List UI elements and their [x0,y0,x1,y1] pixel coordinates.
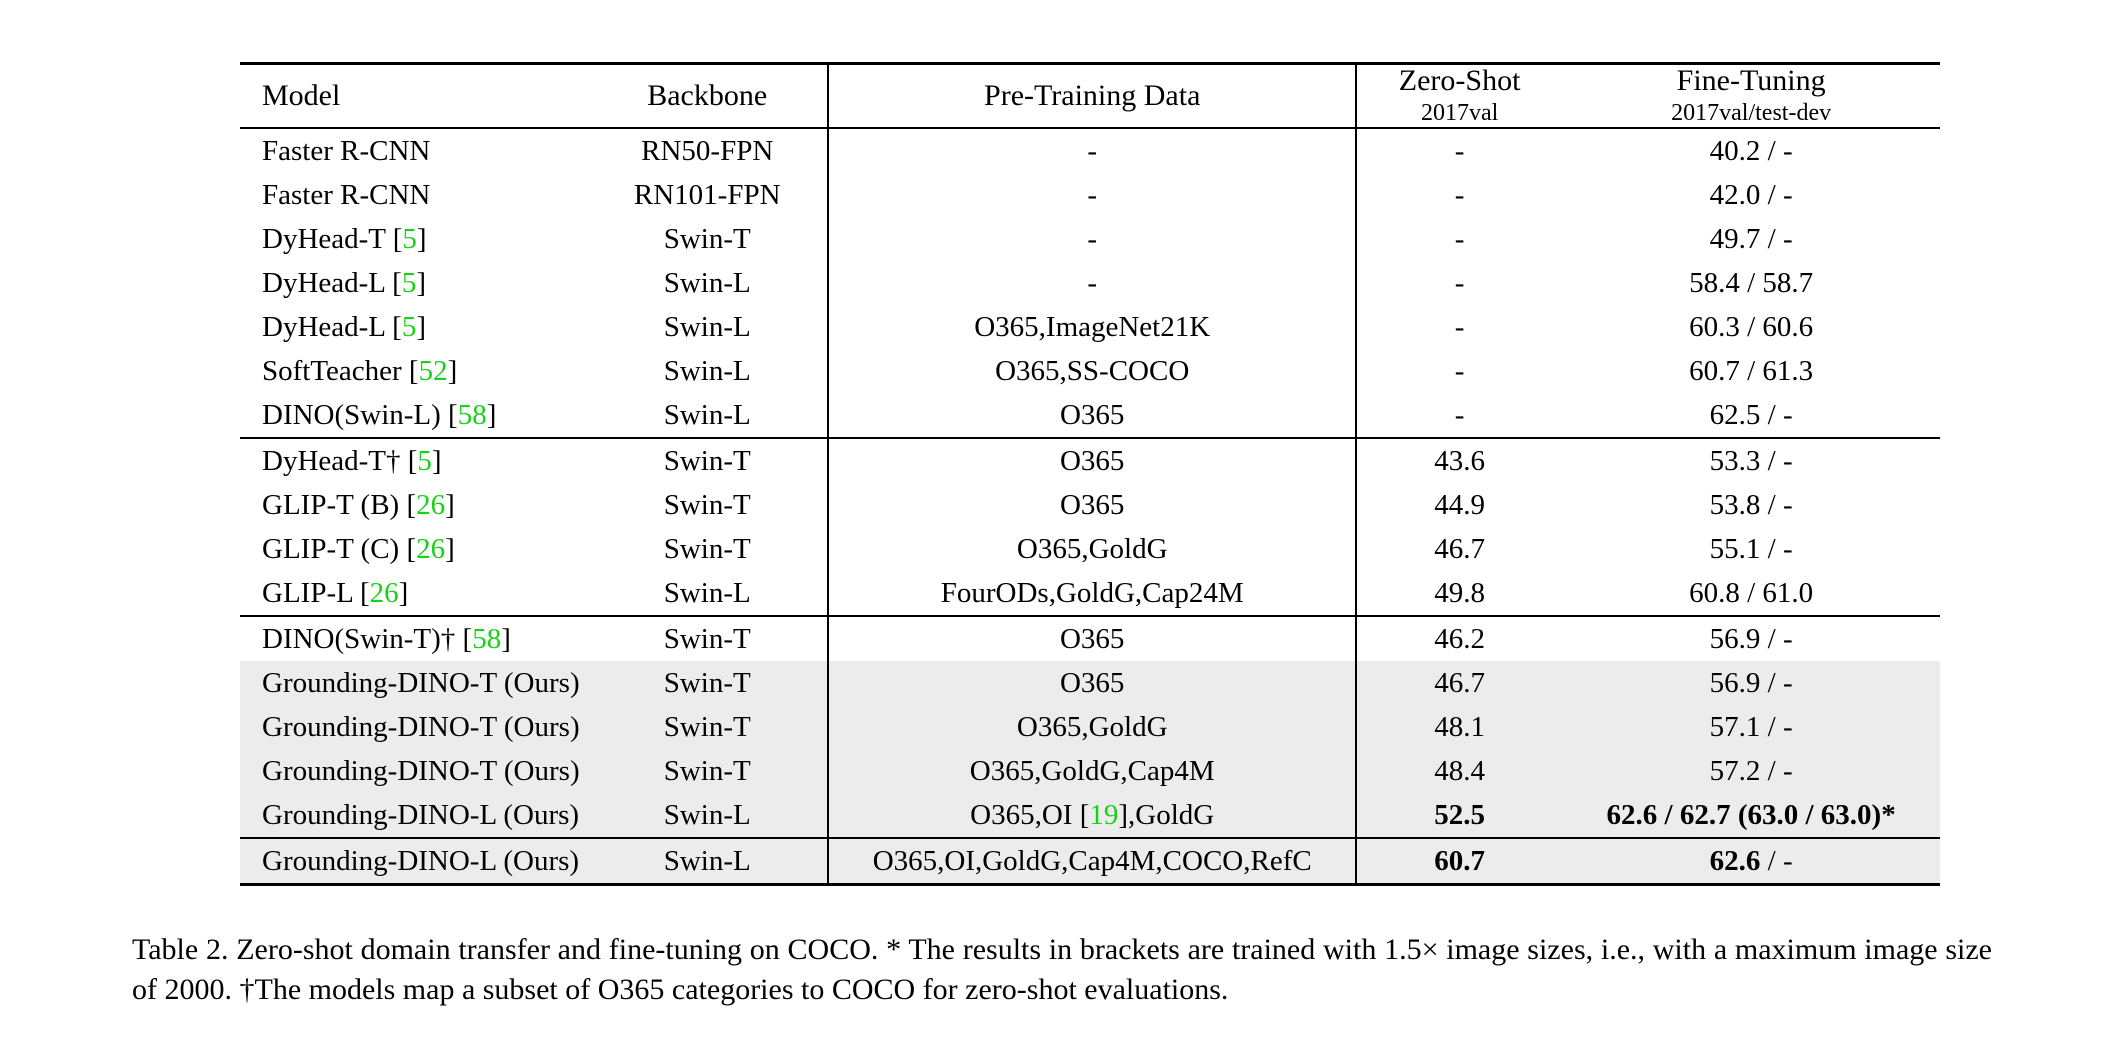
header-model: Model [240,64,587,129]
table-row [240,173,1940,217]
cell-zero-shot: - [1454,310,1465,343]
cell-fine-tuning: 57.1 / - [1562,705,1940,749]
cell-backbone: Swin-L [587,793,829,838]
cell-pretraining-data: O365 [828,483,1355,527]
citation-ref[interactable]: 5 [401,266,417,299]
citation-ref[interactable]: 26 [369,576,399,609]
cell-model: DINO(Swin-L) [58] [262,398,497,431]
citation-ref[interactable]: 58 [472,622,502,655]
cell-pretraining-data: - [828,173,1355,217]
citation-ref[interactable]: 5 [417,444,432,477]
cell-fine-tuning: 40.2 / - [1562,128,1940,173]
cell-backbone: Swin-T [587,749,829,793]
table-row [240,616,1940,661]
cell-fine-tuning: 56.9 / - [1562,616,1940,661]
cell-model: GLIP-T (B) [26] [262,488,455,521]
cell-backbone: Swin-T [663,488,751,521]
cell-backbone: Swin-L [587,838,829,885]
cell-model: GLIP-L [26] [262,576,409,609]
cell-zero-shot: 46.2 [1356,616,1562,661]
cell-zero-shot: 46.7 [1356,661,1562,705]
cell-fine-tuning: 53.8 / - [1709,488,1793,521]
cell-zero-shot: 48.1 [1356,705,1562,749]
cell-model: Grounding-DINO-L (Ours) [240,838,587,885]
cell-backbone: Swin-T [587,661,829,705]
table-row [240,217,1940,261]
cell-pretraining-data: - [828,261,1355,305]
cell-zero-shot: 60.7 [1356,838,1562,885]
header-fine-tuning: Fine-Tuning 2017val/test-dev [1562,64,1940,129]
table-row [240,661,1940,705]
cell-model: Grounding-DINO-T (Ours) [240,749,587,793]
cell-fine-tuning: 60.8 / 61.0 [1689,576,1814,609]
cell-fine-tuning: 55.1 / - [1709,532,1793,565]
cell-backbone: RN101-FPN [633,178,781,211]
cell-model: Grounding-DINO-L (Ours) [240,793,587,838]
cell-zero-shot: - [1454,354,1465,387]
cell-pretraining-data: O365,OI [19],GoldG [828,793,1355,838]
cell-fine-tuning: 57.2 / - [1562,749,1940,793]
table-row [240,571,1940,616]
cell-zero-shot: 49.8 [1434,576,1485,609]
cell-backbone: Swin-T [587,616,829,661]
citation-ref[interactable]: 52 [418,354,448,387]
cell-backbone: Swin-L [663,354,751,387]
cell-fine-tuning: 53.3 / - [1562,438,1940,483]
citation-ref[interactable]: 5 [402,222,417,255]
cell-backbone: Swin-L [663,266,751,299]
citation-ref[interactable]: 26 [416,488,446,521]
cell-pretraining-data: - [828,217,1355,261]
cell-pretraining-data: O365,GoldG,Cap4M [828,749,1355,793]
cell-zero-shot: - [1454,398,1465,431]
cell-model: Faster R-CNN [262,178,431,211]
cell-model: Grounding-DINO-T (Ours) [240,705,587,749]
cell-pretraining-data: O365,GoldG [828,705,1355,749]
table-row [240,838,1940,885]
cell-fine-tuning: 56.9 / - [1562,661,1940,705]
cell-pretraining-data: - [828,128,1355,173]
cell-zero-shot: - [1454,222,1465,255]
cell-zero-shot: - [1454,266,1465,299]
header-backbone: Backbone [587,64,829,129]
table-row [240,749,1940,793]
cell-model: DyHead-T† [5] [240,438,587,483]
cell-zero-shot: 52.5 [1356,793,1562,838]
cell-model: DyHead-L [5] [262,310,427,343]
cell-model: DINO(Swin-T)† [58] [240,616,587,661]
cell-zero-shot: - [1454,178,1465,211]
cell-zero-shot: 46.7 [1434,532,1485,565]
results-table [240,62,1940,886]
cell-model: Faster R-CNN [240,128,587,173]
table-row [240,793,1940,838]
header-pretraining-data: Pre-Training Data [828,64,1355,129]
citation-ref[interactable]: 19 [1089,798,1119,831]
table-row [240,483,1940,527]
citation-ref[interactable]: 26 [416,532,446,565]
cell-fine-tuning: 58.4 / 58.7 [1689,266,1814,299]
cell-pretraining-data: O365 [828,393,1355,438]
table-row [240,393,1940,438]
caption-text: Zero-shot domain transfer and fine-tuning on COCO. * The results in brackets are trained with 1.5× image sizes, i.e., with a maximum image size of 2000. †The models map a subset of O365 categories to COCO for zero-shot evaluations. [132,933,1993,1006]
cell-fine-tuning: 62.6 / - [1562,838,1940,885]
table-row [240,261,1940,305]
cell-zero-shot: 44.9 [1434,488,1485,521]
cell-backbone: Swin-T [663,222,751,255]
cell-fine-tuning: 60.7 / 61.3 [1689,354,1814,387]
cell-model: DyHead-L [5] [262,266,427,299]
cell-zero-shot: 43.6 [1356,438,1562,483]
cell-zero-shot: - [1356,128,1562,173]
cell-backbone: Swin-L [663,576,751,609]
citation-ref[interactable]: 5 [401,310,417,343]
cell-model: GLIP-T (C) [26] [262,532,455,565]
cell-zero-shot: 48.4 [1356,749,1562,793]
table-caption [132,930,1992,1010]
cell-backbone: Swin-T [663,532,751,565]
table-row [240,527,1940,571]
cell-model: DyHead-T [5] [262,222,427,255]
table-row [240,705,1940,749]
table-row [240,438,1940,483]
cell-fine-tuning: 62.6 / 62.7 (63.0 / 63.0)* [1562,793,1940,838]
cell-pretraining-data: O365 [828,438,1355,483]
cell-fine-tuning: 49.7 / - [1709,222,1793,255]
cell-backbone: Swin-T [587,705,829,749]
results-table-container [240,62,1940,886]
cell-pretraining-data: O365,SS-COCO [828,349,1355,393]
cell-backbone: Swin-L [663,398,751,431]
cell-pretraining-data: O365,ImageNet21K [828,305,1355,349]
table-row [240,128,1940,173]
cell-pretraining-data: FourODs,GoldG,Cap24M [828,571,1355,616]
cell-backbone: RN50-FPN [587,128,829,173]
citation-ref[interactable]: 58 [457,398,487,431]
header-zero-shot: Zero-Shot 2017val [1356,64,1562,129]
cell-fine-tuning: 62.5 / - [1709,398,1793,431]
cell-pretraining-data: O365,GoldG [828,527,1355,571]
table-row [240,305,1940,349]
cell-model: SoftTeacher [52] [262,354,458,387]
cell-pretraining-data: O365 [828,661,1355,705]
cell-backbone: Swin-L [663,310,751,343]
cell-fine-tuning: 42.0 / - [1709,178,1793,211]
cell-pretraining-data: O365,OI,GoldG,Cap4M,COCO,RefC [828,838,1355,885]
cell-model: Grounding-DINO-T (Ours) [240,661,587,705]
table-body [240,64,1940,885]
cell-pretraining-data: O365 [828,616,1355,661]
caption-label: Table 2. [132,933,229,966]
table-row [240,349,1940,393]
cell-fine-tuning: 60.3 / 60.6 [1689,310,1814,343]
cell-backbone: Swin-T [587,438,829,483]
table-header-row [240,64,1940,129]
